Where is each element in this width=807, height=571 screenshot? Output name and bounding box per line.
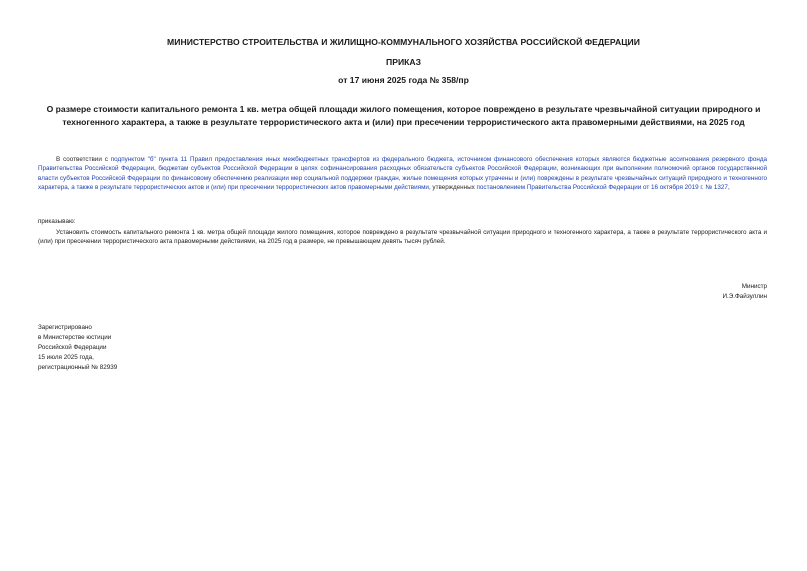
rules-link[interactable]: подпунктом "б" пункта 11 Правил предоставления иных межбюджетных трансфертов из федерального бюджета, источником финансового обеспечения которых являются бюджетные ассигнования резервного фонда Правительства Российской Федерации, бюджетам субъектов Российской Федерации в целях софинансирования расходных обязательств субъектов Российской Федерации, возникающих при выполнении полномочий органов государственной власти субъектов Российской Федерации по финансовому обеспечению реализации мер социальной поддержки граждан, жилые помещения которых утрачены и (или) повреждены в результате чрезвычайных ситуаций природного и техногенного характера, а также в результате террористических актов и (или) при пресечении террористических актов правомерными действиями	[38, 156, 767, 192]
registration-line: Российской Федерации	[38, 344, 107, 351]
doc-title: О размере стоимости капитального ремонта 1 кв. метра общей площади жилого помещения, которое повреждено в результате чрезвычайной ситуации природного и техногенного характера, а также в результате террористического акта и (или) при пресечении террористического акта правомерными действиями, на 2025 год	[46, 104, 761, 127]
resolution-link[interactable]: постановлением Правительства Российской Федерации от 16 октября 2019 г. № 1327	[476, 184, 728, 192]
preamble-mid: , утвержденных	[428, 184, 477, 192]
registration-line: в Министерстве юстиции	[38, 334, 112, 341]
registration-line: Зарегистрировано	[38, 324, 92, 331]
preamble-start: В соответствии с	[56, 156, 111, 163]
order-paragraph: Установить стоимость капитального ремонта 1 кв. метра общей площади жилого помещения, которое повреждено в результате чрезвычайной ситуации природного и техногенного характера, а также в результате террористического акта и (или) при пресечении террористического акта правомерными действиями, на 2025 год в размере, не превышающем девять тысяч рублей.	[38, 229, 767, 246]
ministry-header: МИНИСТЕРСТВО СТРОИТЕЛЬСТВА И ЖИЛИЩНО-КОММУНАЛЬНОГО ХОЗЯЙСТВА РОССИЙСКОЙ ФЕДЕРАЦИИ	[167, 37, 640, 47]
doc-date-number: от 17 июня 2025 года № 358/пр	[338, 75, 469, 85]
preamble-paragraph	[38, 155, 767, 193]
order-word: приказываю:	[38, 218, 76, 225]
registration-line: регистрационный № 82939	[38, 364, 118, 371]
registration-line: 15 июля 2025 года,	[38, 354, 94, 361]
signer-position: Министр	[741, 283, 767, 290]
preamble-end: ,	[727, 184, 730, 192]
signer-name: И.Э.Файзуллин	[722, 293, 767, 300]
doc-type: ПРИКАЗ	[386, 57, 421, 67]
